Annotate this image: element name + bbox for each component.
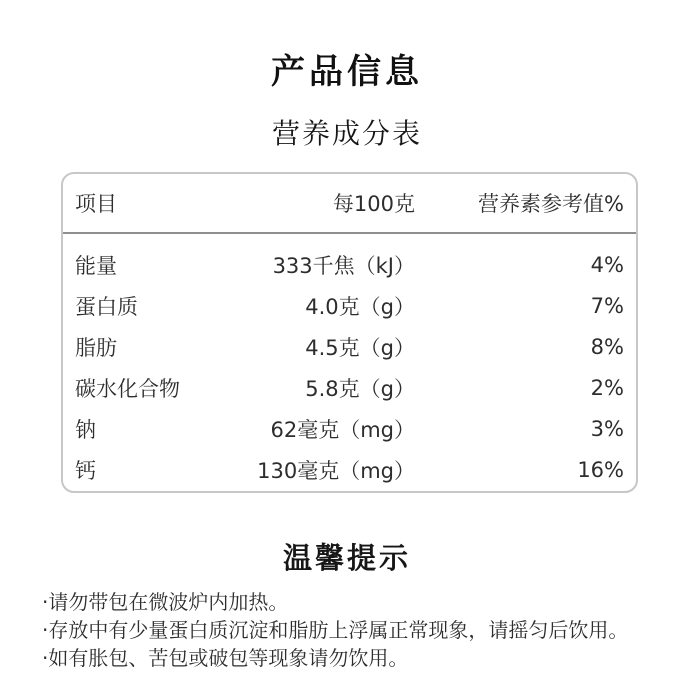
tips-list xyxy=(42,588,672,672)
table-row xyxy=(75,326,624,367)
nutrient-amount: 333千焦（kJ） xyxy=(272,253,415,278)
nutrient-amount: 5.8克（g） xyxy=(305,376,415,401)
header-cell-item: 项目 xyxy=(75,192,117,216)
nutrition-table xyxy=(61,172,638,493)
nutrient-name: 碳水化合物 xyxy=(75,376,180,401)
tip-item: ·存放中有少量蛋白质沉淀和脂肪上浮属正常现象，请摇匀后饮用。 xyxy=(42,618,629,642)
nutrient-nrv: 16% xyxy=(577,457,624,482)
nutrient-amount: 62毫克（mg） xyxy=(270,417,415,442)
table-header-row xyxy=(63,174,636,234)
nutrient-nrv: 7% xyxy=(590,293,624,318)
tips-section-title: 温馨提示 xyxy=(282,541,411,575)
nutrient-nrv: 2% xyxy=(590,375,624,400)
table-row xyxy=(75,449,624,490)
nutrient-name: 蛋白质 xyxy=(75,294,138,319)
table-body xyxy=(63,234,636,490)
header-cell-nrv: 营养素参考值% xyxy=(478,192,624,216)
header-cell-amount: 每100克 xyxy=(332,192,415,216)
nutrient-name: 钠 xyxy=(75,417,96,442)
nutrition-section-title: 营养成分表 xyxy=(271,117,422,150)
tip-item: ·请勿带包在微波炉内加热。 xyxy=(42,590,289,614)
nutrient-nrv: 8% xyxy=(590,334,624,359)
tip-item: ·如有胀包、苦包或破包等现象请勿饮用。 xyxy=(42,646,409,670)
nutrient-nrv: 3% xyxy=(590,416,624,441)
page-title: 产品信息 xyxy=(271,52,423,92)
nutrient-amount: 4.0克（g） xyxy=(305,294,415,319)
nutrient-amount: 4.5克（g） xyxy=(305,335,415,360)
nutrient-nrv: 4% xyxy=(590,252,624,277)
nutrient-name: 脂肪 xyxy=(75,335,117,360)
table-row xyxy=(75,408,624,449)
table-row xyxy=(75,285,624,326)
nutrient-name: 钙 xyxy=(75,458,96,483)
nutrient-name: 能量 xyxy=(75,253,117,278)
table-row xyxy=(75,244,624,285)
nutrient-amount: 130毫克（mg） xyxy=(257,458,415,483)
table-row xyxy=(75,367,624,408)
